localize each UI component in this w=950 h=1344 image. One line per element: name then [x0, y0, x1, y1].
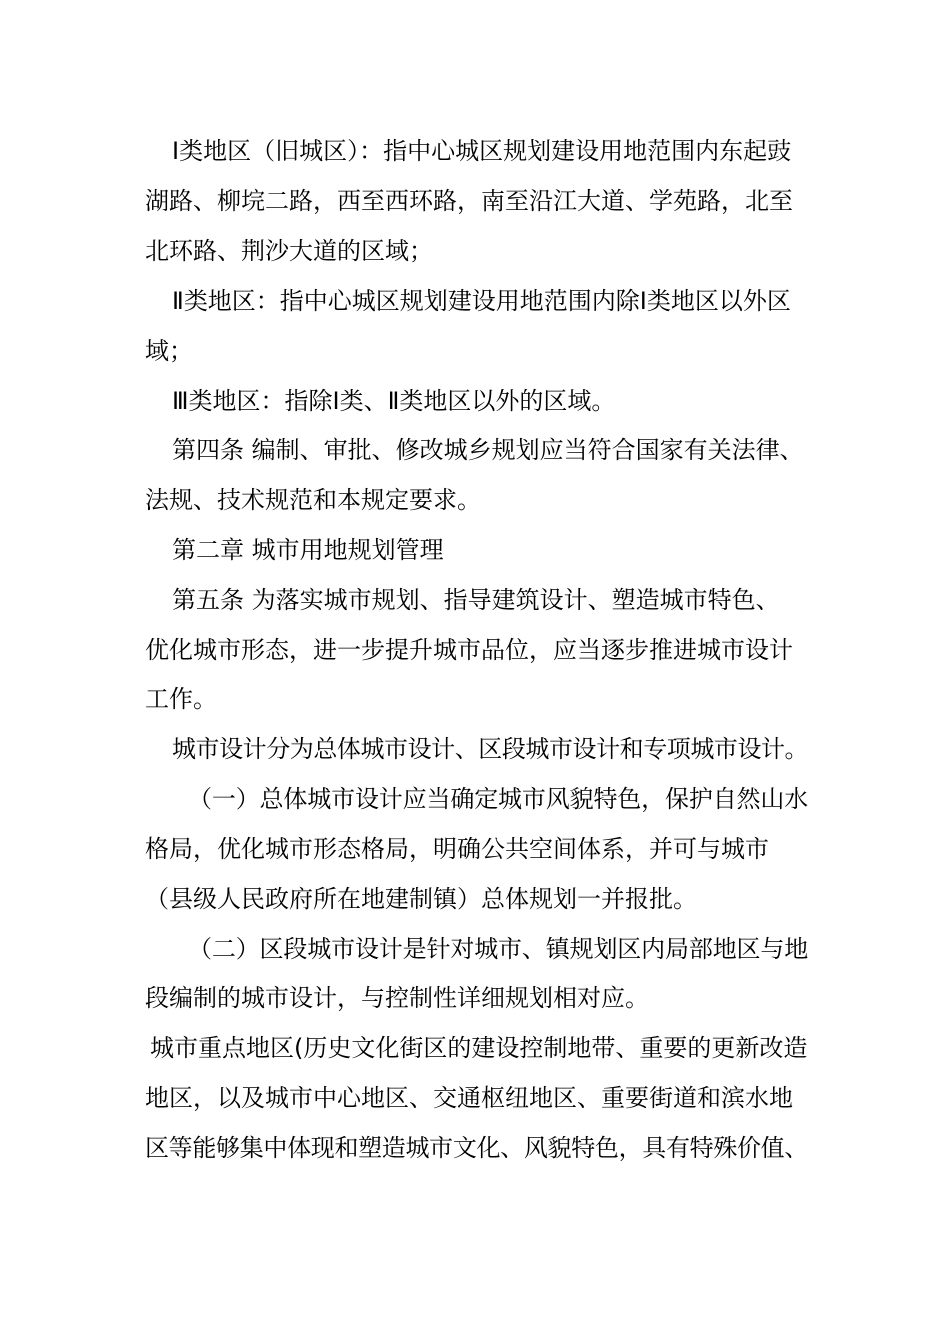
text-line: Ⅲ类地区：指除Ⅰ类、Ⅱ类地区以外的区域。 — [172, 387, 616, 415]
text-line: 优化城市形态，进一步提升城市品位，应当逐步推进城市设计 — [145, 636, 793, 664]
text-line: Ⅱ类地区：指中心城区规划建设用地范围内除Ⅰ类地区以外区 — [172, 287, 791, 315]
text-line: 区等能够集中体现和塑造城市文化、风貌特色，具有特殊价值、 — [145, 1134, 809, 1162]
text-line: 湖路、柳垸二路，西至西环路，南至沿江大道、学苑路，北至 — [145, 187, 793, 215]
text-line: 法规、技术规范和本规定要求。 — [145, 486, 481, 514]
text-line: Ⅰ类地区（旧城区）：指中心城区规划建设用地范围内东起豉 — [172, 137, 792, 165]
text-line: （县级人民政府所在地建制镇）总体规划一并报批。 — [145, 885, 697, 913]
text-line: 地区，以及城市中心地区、交通枢纽地区、重要街道和滨水地 — [145, 1084, 793, 1112]
text-line: 工作。 — [145, 685, 217, 713]
text-line: 域； — [145, 337, 193, 365]
text-line: 城市重点地区(历史文化街区的建设控制地带、重要的更新改造 — [150, 1034, 808, 1062]
article-heading-line: 第四条 编制、审批、修改城乡规划应当符合国家有关法律、 — [172, 436, 804, 464]
text-line: 北环路、荆沙大道的区域； — [145, 237, 433, 265]
text-line: 段编制的城市设计，与控制性详细规划相对应。 — [145, 984, 649, 1012]
list-item-line: （一）总体城市设计应当确定城市风貌特色，保护自然山水 — [188, 785, 809, 813]
article-heading-line: 第五条 为落实城市规划、指导建筑设计、塑造城市特色、 — [172, 586, 780, 614]
text-line: 格局，优化城市形态格局，明确公共空间体系，并可与城市 — [145, 835, 769, 863]
list-item-line: （二）区段城市设计是针对城市、镇规划区内局部地区与地 — [188, 935, 809, 963]
text-line: 城市设计分为总体城市设计、区段城市设计和专项城市设计。 — [172, 735, 809, 763]
chapter-heading: 第二章 城市用地规划管理 — [172, 536, 444, 564]
